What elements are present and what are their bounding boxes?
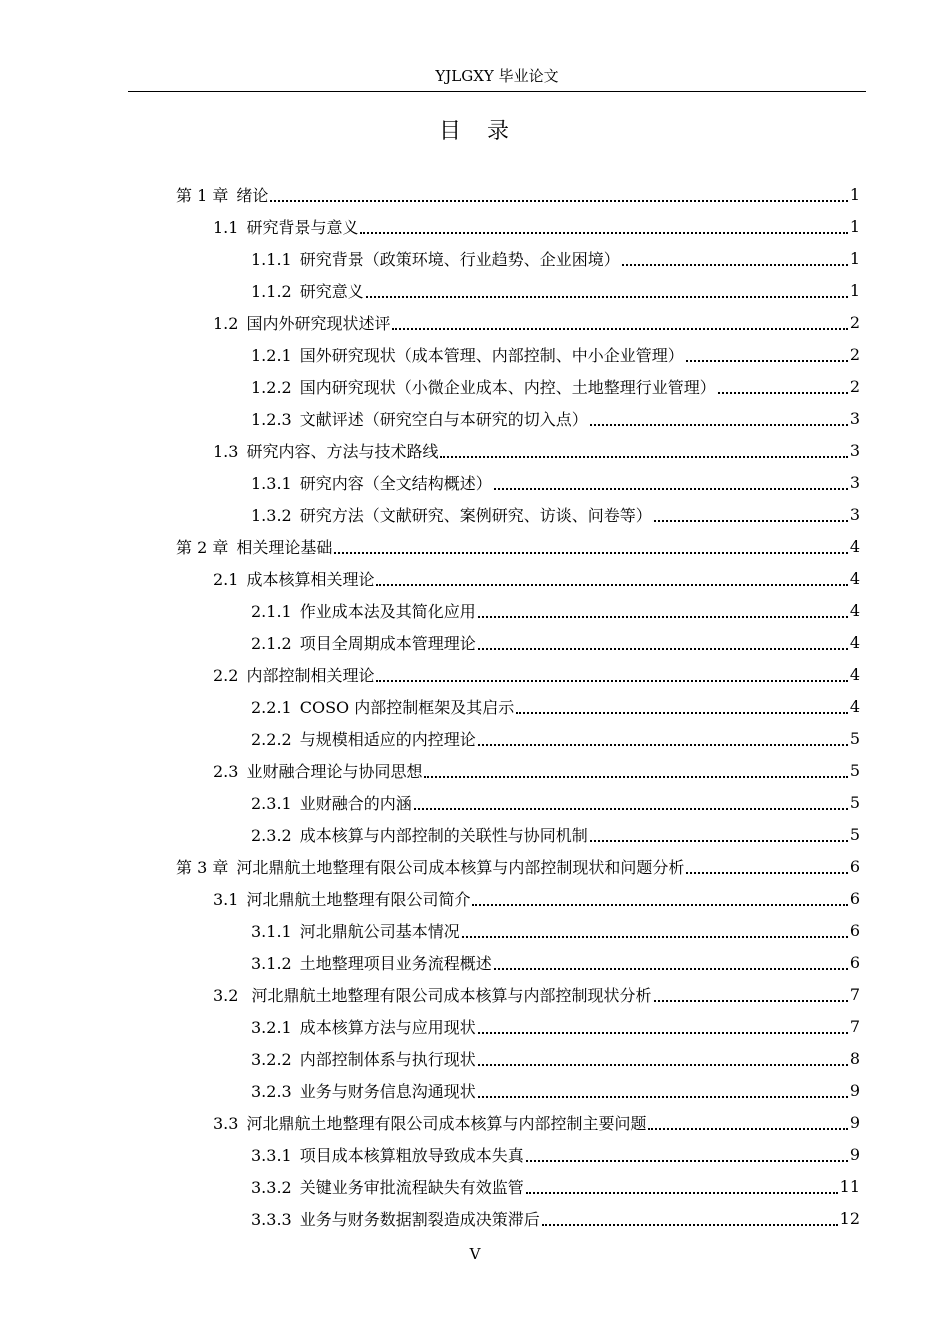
toc-entry-number: 2.3.2 bbox=[251, 825, 292, 845]
toc-entry-label bbox=[251, 727, 476, 750]
toc-entry-number: 2.2.2 bbox=[251, 729, 292, 749]
toc-entry[interactable] bbox=[251, 1010, 860, 1042]
toc-entry[interactable] bbox=[251, 1170, 860, 1202]
toc-entry-number: 1.3.2 bbox=[251, 505, 292, 525]
toc-entry-text: 成本核算与内部控制的关联性与协同机制 bbox=[299, 825, 588, 845]
toc-entry-page: 4 bbox=[849, 600, 860, 620]
toc-entry-label bbox=[213, 887, 470, 910]
toc-entry-number: 第 2 章 bbox=[176, 537, 229, 557]
toc-entry-page: 11 bbox=[839, 1176, 860, 1196]
toc-entry[interactable] bbox=[213, 306, 860, 338]
toc-dot-leader bbox=[686, 870, 847, 874]
toc-entry-text: 绪论 bbox=[236, 185, 269, 205]
toc-dot-leader bbox=[686, 358, 848, 362]
toc-entry-label bbox=[213, 1111, 646, 1134]
toc-dot-leader bbox=[494, 486, 848, 490]
toc-entry[interactable] bbox=[213, 978, 860, 1010]
toc-entry-label bbox=[251, 503, 652, 526]
toc-dot-leader bbox=[654, 998, 848, 1002]
toc-entry-label bbox=[213, 983, 652, 1006]
toc-entry-number: 3.3.1 bbox=[251, 1145, 292, 1165]
toc-entry-label bbox=[176, 855, 684, 878]
toc-entry-label bbox=[251, 343, 684, 366]
toc-entry-number: 2.2.1 bbox=[251, 697, 292, 717]
toc-entry[interactable] bbox=[251, 1042, 860, 1074]
toc-entry-page: 9 bbox=[849, 1144, 860, 1164]
toc-entry-label bbox=[251, 407, 588, 430]
toc-entry-page: 12 bbox=[839, 1208, 860, 1228]
toc-entry-number: 3.2 bbox=[213, 985, 239, 1005]
toc-entry-number: 1.1.2 bbox=[251, 281, 292, 301]
toc-entry[interactable] bbox=[251, 274, 860, 306]
toc-entry[interactable] bbox=[213, 434, 860, 466]
toc-entry-label bbox=[251, 279, 364, 302]
toc-entry-text: 河北鼎航公司基本情况 bbox=[299, 921, 460, 941]
toc-entry-text: 内部控制体系与执行现状 bbox=[299, 1049, 476, 1069]
toc-entry[interactable] bbox=[213, 562, 860, 594]
toc-entry-label bbox=[251, 1047, 476, 1070]
toc-entry-number: 2.1 bbox=[213, 569, 239, 589]
toc-dot-leader bbox=[424, 774, 847, 778]
toc-dot-leader bbox=[526, 1190, 838, 1194]
toc-entry[interactable] bbox=[251, 914, 860, 946]
toc-entry-page: 6 bbox=[849, 920, 860, 940]
toc-entry[interactable] bbox=[213, 658, 860, 690]
toc-entry-text: 河北鼎航土地整理有限公司成本核算与内部控制现状分析 bbox=[246, 985, 652, 1005]
toc-dot-leader bbox=[414, 806, 848, 810]
toc-entry-label bbox=[251, 375, 716, 398]
toc-entry-page: 4 bbox=[849, 696, 860, 716]
toc-entry-page: 7 bbox=[849, 1016, 860, 1036]
toc-entry-text: 土地整理项目业务流程概述 bbox=[299, 953, 492, 973]
toc-dot-leader bbox=[590, 838, 848, 842]
toc-title: 目 录 bbox=[438, 119, 511, 144]
toc-entry-text: 业财融合的内涵 bbox=[299, 793, 412, 813]
toc-entry-text: 河北鼎航土地整理有限公司简介 bbox=[246, 889, 471, 909]
toc-dot-leader bbox=[360, 230, 847, 234]
toc-entry-number: 3.1.2 bbox=[251, 953, 292, 973]
toc-entry[interactable] bbox=[251, 1074, 860, 1106]
toc-entry-page: 6 bbox=[849, 952, 860, 972]
toc-entry-page: 2 bbox=[849, 376, 860, 396]
toc-entry-page: 4 bbox=[849, 664, 860, 684]
toc-entry[interactable] bbox=[176, 178, 860, 210]
toc-entry-page: 8 bbox=[849, 1048, 860, 1068]
toc-dot-leader bbox=[526, 1158, 848, 1162]
toc-entry-text: 国内外研究现状述评 bbox=[246, 313, 391, 333]
toc-entry-label bbox=[176, 183, 268, 206]
toc-entry[interactable] bbox=[213, 210, 860, 242]
toc-entry-number: 2.1.2 bbox=[251, 633, 292, 653]
toc-entry-page: 4 bbox=[849, 536, 860, 556]
toc-entry-label bbox=[213, 215, 358, 238]
toc-entry-text: 研究内容（全文结构概述） bbox=[299, 473, 492, 493]
toc-entry-label bbox=[251, 919, 460, 942]
toc-entry-page: 5 bbox=[849, 728, 860, 748]
toc-entry-label bbox=[251, 1207, 540, 1230]
page-number: V bbox=[469, 1245, 481, 1263]
toc-entry-label bbox=[213, 759, 422, 782]
toc-entry-label bbox=[213, 663, 374, 686]
toc-entry-label bbox=[251, 599, 476, 622]
toc-entry-page: 1 bbox=[849, 184, 860, 204]
header-rule bbox=[128, 91, 866, 92]
toc-entry-label bbox=[251, 1079, 476, 1102]
toc-entry-page: 6 bbox=[849, 856, 860, 876]
toc-entry-text: 关键业务审批流程缺失有效监管 bbox=[299, 1177, 524, 1197]
toc-entry-text: 与规模相适应的内控理论 bbox=[299, 729, 476, 749]
toc-entry-page: 4 bbox=[849, 568, 860, 588]
toc-entry-page: 3 bbox=[849, 408, 860, 428]
toc-entry-label bbox=[251, 823, 588, 846]
toc-entry[interactable] bbox=[176, 850, 860, 882]
toc-entry-page: 3 bbox=[849, 472, 860, 492]
toc-entry-text: 国内研究现状（小微企业成本、内控、土地整理行业管理） bbox=[299, 377, 716, 397]
toc-dot-leader bbox=[478, 742, 848, 746]
toc-entry-text: 研究意义 bbox=[299, 281, 364, 301]
toc-entry-number: 第 3 章 bbox=[176, 857, 229, 877]
toc-entry-page: 6 bbox=[849, 888, 860, 908]
toc-entry[interactable] bbox=[251, 370, 860, 402]
toc-entry-number: 3.2.1 bbox=[251, 1017, 292, 1037]
toc-entry[interactable] bbox=[213, 754, 860, 786]
toc-entry-text: 相关理论基础 bbox=[236, 537, 333, 557]
toc-entry[interactable] bbox=[251, 626, 860, 658]
toc-entry-label bbox=[251, 1143, 524, 1166]
toc-entry[interactable] bbox=[251, 786, 860, 818]
toc-dot-leader bbox=[376, 678, 847, 682]
toc-entry-label bbox=[251, 791, 412, 814]
toc-dot-leader bbox=[440, 454, 847, 458]
toc-entry-text: 国外研究现状（成本管理、内部控制、中小企业管理） bbox=[299, 345, 684, 365]
toc-dot-leader bbox=[472, 902, 847, 906]
toc-entry-number: 3.2.2 bbox=[251, 1049, 292, 1069]
toc-entry-text: 业务与财务信息沟通现状 bbox=[299, 1081, 476, 1101]
toc-entry[interactable] bbox=[251, 242, 860, 274]
toc-entry-text: 项目全周期成本管理理论 bbox=[299, 633, 476, 653]
toc-entry[interactable] bbox=[176, 530, 860, 562]
toc-entry-number: 3.3 bbox=[213, 1113, 239, 1133]
toc-entry-text: 文献评述（研究空白与本研究的切入点） bbox=[299, 409, 588, 429]
toc-entry-page: 1 bbox=[849, 280, 860, 300]
toc-entry-page: 3 bbox=[849, 440, 860, 460]
toc-entry-number: 1.3 bbox=[213, 441, 239, 461]
toc-dot-leader bbox=[462, 934, 848, 938]
toc-entry-number: 2.3.1 bbox=[251, 793, 292, 813]
toc-entry-page: 5 bbox=[849, 824, 860, 844]
toc-entry-page: 4 bbox=[849, 632, 860, 652]
toc-dot-leader bbox=[590, 422, 848, 426]
toc-entry-page: 1 bbox=[849, 248, 860, 268]
toc-dot-leader bbox=[478, 1094, 848, 1098]
toc-entry-label bbox=[251, 695, 514, 718]
toc-entry-page: 5 bbox=[849, 792, 860, 812]
toc-entry-page: 2 bbox=[849, 344, 860, 364]
toc-entry-number: 3.3.3 bbox=[251, 1209, 292, 1229]
toc-entry-text: 业务与财务数据割裂造成决策滞后 bbox=[299, 1209, 540, 1229]
toc-dot-leader bbox=[622, 262, 848, 266]
toc-entry-text: 业财融合理论与协同思想 bbox=[246, 761, 423, 781]
toc-entry-page: 5 bbox=[849, 760, 860, 780]
toc-entry-label bbox=[251, 631, 476, 654]
toc-entry-number: 1.2.1 bbox=[251, 345, 292, 365]
toc-dot-leader bbox=[392, 326, 847, 330]
toc-entry-page: 1 bbox=[849, 216, 860, 236]
toc-dot-leader bbox=[654, 518, 848, 522]
toc-entry[interactable] bbox=[251, 946, 860, 978]
toc-entry-page: 2 bbox=[849, 312, 860, 332]
toc-entry[interactable] bbox=[213, 1106, 860, 1138]
toc-entry-text: 作业成本法及其简化应用 bbox=[299, 601, 476, 621]
toc-dot-leader bbox=[334, 550, 847, 554]
toc-dot-leader bbox=[478, 614, 848, 618]
toc-entry-number: 2.2 bbox=[213, 665, 239, 685]
toc-entry-text: 研究背景（政策环境、行业趋势、企业困境） bbox=[299, 249, 620, 269]
toc-entry-text: 成本核算方法与应用现状 bbox=[299, 1017, 476, 1037]
toc-entry-text: 河北鼎航土地整理有限公司成本核算与内部控制现状和问题分析 bbox=[236, 857, 685, 877]
toc-dot-leader bbox=[494, 966, 848, 970]
toc-entry[interactable] bbox=[251, 338, 860, 370]
toc-entry-number: 3.1.1 bbox=[251, 921, 292, 941]
toc-entry-label bbox=[251, 247, 620, 270]
toc-entry[interactable] bbox=[251, 466, 860, 498]
toc-entry-page: 7 bbox=[849, 984, 860, 1004]
toc-entry[interactable] bbox=[251, 722, 860, 754]
toc-entry-label bbox=[251, 1015, 476, 1038]
toc-entry-text: 研究内容、方法与技术路线 bbox=[246, 441, 439, 461]
toc-entry-page: 9 bbox=[849, 1080, 860, 1100]
toc-entry-number: 1.1 bbox=[213, 217, 239, 237]
toc-entry[interactable] bbox=[251, 1138, 860, 1170]
toc-dot-leader bbox=[478, 1030, 848, 1034]
toc-entry-label bbox=[251, 1175, 524, 1198]
toc-entry-number: 1.1.1 bbox=[251, 249, 292, 269]
toc-entry-label bbox=[213, 311, 390, 334]
toc-entry-number: 2.1.1 bbox=[251, 601, 292, 621]
toc-entry-number: 3.2.3 bbox=[251, 1081, 292, 1101]
toc-entry-text: 研究方法（文献研究、案例研究、访谈、问卷等） bbox=[299, 505, 652, 525]
toc-entry[interactable] bbox=[251, 818, 860, 850]
toc-entry-number: 1.3.1 bbox=[251, 473, 292, 493]
toc-entry[interactable] bbox=[251, 594, 860, 626]
toc-entry[interactable] bbox=[213, 882, 860, 914]
toc-entry-number: 3.1 bbox=[213, 889, 239, 909]
toc-dot-leader bbox=[366, 294, 848, 298]
toc-dot-leader bbox=[376, 582, 847, 586]
toc-entry-number: 3.3.2 bbox=[251, 1177, 292, 1197]
toc-dot-leader bbox=[648, 1126, 847, 1130]
toc-entry-page: 3 bbox=[849, 504, 860, 524]
toc-entry-text: 内部控制相关理论 bbox=[246, 665, 375, 685]
toc-entry-number: 2.3 bbox=[213, 761, 239, 781]
toc-entry[interactable] bbox=[251, 690, 860, 722]
toc-entry[interactable] bbox=[251, 402, 860, 434]
toc-entry-label bbox=[251, 951, 492, 974]
toc-dot-leader bbox=[516, 710, 848, 714]
toc-entry-text: 项目成本核算粗放导致成本失真 bbox=[299, 1145, 524, 1165]
toc-entry-number: 1.2 bbox=[213, 313, 239, 333]
toc-entry-label bbox=[176, 535, 332, 558]
toc-dot-leader bbox=[718, 390, 848, 394]
toc-entry[interactable] bbox=[251, 1202, 860, 1234]
toc-entry-number: 1.2.2 bbox=[251, 377, 292, 397]
toc-entry-text: 研究背景与意义 bbox=[246, 217, 359, 237]
toc-entry-text: 河北鼎航土地整理有限公司成本核算与内部控制主要问题 bbox=[246, 1113, 647, 1133]
toc-dot-leader bbox=[542, 1222, 838, 1226]
toc-dot-leader bbox=[478, 646, 848, 650]
toc-dot-leader bbox=[270, 198, 847, 202]
toc-entry-text: 成本核算相关理论 bbox=[246, 569, 375, 589]
toc-entry-number: 1.2.3 bbox=[251, 409, 292, 429]
toc-entry-text: COSO 内部控制框架及其启示 bbox=[299, 697, 515, 717]
toc-entry-page: 9 bbox=[849, 1112, 860, 1132]
toc-entry[interactable] bbox=[251, 498, 860, 530]
toc-entry-label bbox=[213, 567, 374, 590]
toc-entry-number: 第 1 章 bbox=[176, 185, 229, 205]
page-header: YJLGXY 毕业论文 bbox=[435, 67, 559, 85]
toc-entry-label bbox=[213, 439, 438, 462]
toc-entry-label bbox=[251, 471, 492, 494]
toc-dot-leader bbox=[478, 1062, 848, 1066]
